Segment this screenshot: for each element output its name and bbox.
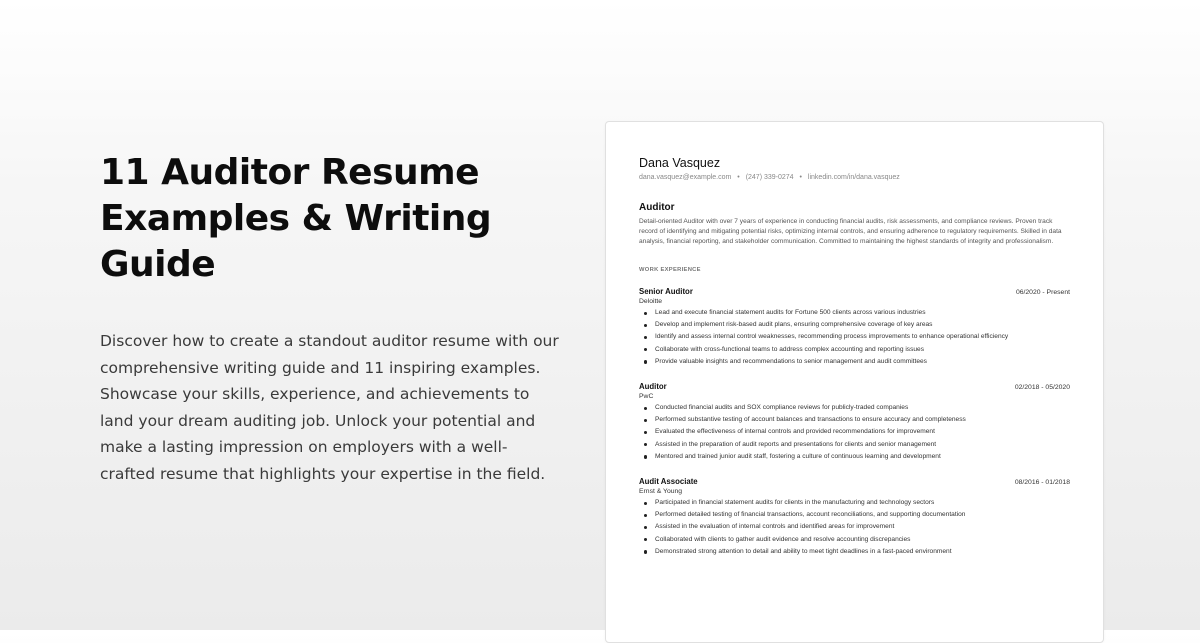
resume-name: Dana Vasquez — [639, 156, 721, 170]
job-title: Audit Associate — [639, 477, 698, 487]
job-bullets — [639, 307, 1070, 368]
contact-separator: • — [799, 174, 802, 181]
job-bullet: Identify and assess internal control weaknesses, recommending process improvements to enhance operational efficiency — [639, 331, 1019, 343]
hero — [100, 150, 560, 487]
job-dates: 02/2018 - 05/2020 — [1014, 384, 1070, 392]
job-bullet: Collaborated with clients to gather audit evidence and resolve accounting discrepancies — [639, 534, 1019, 546]
resume-preview — [605, 121, 1104, 643]
job-bullet: Collaborate with cross-functional teams to address complex accounting and reporting issues — [639, 344, 1019, 356]
job-title: Senior Auditor — [639, 287, 693, 296]
job-dates: 08/2016 - 01/2018 — [1014, 479, 1070, 487]
resume-summary: Detail-oriented Auditor with over 7 years of experience in conducting financial audits, risk assessments, and compliance reviews. Proven track record of identifying and mitigating potential risks, optimizing internal controls, and ensuring adherence to regulatory requirements. Skilled in data analysis, financial reporting, and stakeholder communication. Committed to maintaining the highest standards of integrity and professionalism. — [639, 218, 1062, 245]
resume-contact — [639, 173, 1070, 182]
job-bullet: Develop and implement risk-based audit plans, ensuring comprehensive coverage of key areas — [639, 319, 1019, 331]
job-entry — [639, 382, 1070, 463]
page-description: Discover how to create a standout auditor resume with our comprehensive writing guide and 11 inspiring examples. Showcase your skills, experience, and achievements to land your dream auditing job. Unlock your potential and make a lasting impression on employers with a well-crafted resume that highlights your expertise in the field. — [100, 332, 559, 483]
job-bullet: Provide valuable insights and recommendations to senior management and audit committees — [639, 356, 1019, 368]
job-bullet: Lead and execute financial statement audits for Fortune 500 clients across various industries — [639, 307, 1019, 319]
job-bullet: Mentored and trained junior audit staff, fostering a culture of continuous learning and development — [639, 451, 1019, 463]
resume-phone: (247) 339-0274 — [745, 174, 794, 181]
page-title: 11 Auditor Resume Examples & Writing Guide — [100, 152, 492, 285]
job-entry — [639, 477, 1070, 558]
job-title: Auditor — [639, 382, 667, 392]
section-heading-work-experience: WORK EXPERIENCE — [639, 267, 701, 273]
job-bullet: Assisted in the evaluation of internal controls and identified areas for improvement — [639, 521, 1019, 533]
job-dates: 06/2020 - Present — [1015, 289, 1070, 296]
job-bullet: Assisted in the preparation of audit reports and presentations for clients and senior management — [639, 439, 1019, 451]
job-bullet: Demonstrated strong attention to detail and ability to meet tight deadlines in a fast-paced environment — [639, 546, 1019, 558]
contact-separator: • — [737, 174, 740, 181]
job-bullet: Evaluated the effectiveness of internal controls and provided recommendations for improvement — [639, 426, 1019, 438]
job-bullet: Performed detailed testing of financial transactions, account reconciliations, and supporting documentation — [639, 509, 1019, 521]
resume-title: Auditor — [639, 202, 675, 213]
job-entry — [639, 287, 1070, 368]
job-company: Ernst & Young — [639, 488, 683, 496]
job-company: Deloitte — [639, 298, 663, 305]
job-bullets — [639, 402, 1070, 463]
job-company: PwC — [639, 393, 654, 401]
job-bullet: Participated in financial statement audits for clients in the manufacturing and technology sectors — [639, 497, 1019, 509]
job-bullet: Performed substantive testing of account balances and transactions to ensure accuracy and completeness — [639, 414, 1019, 426]
resume-linkedin: linkedin.com/in/dana.vasquez — [807, 174, 900, 181]
resume-email: dana.vasquez@example.com — [639, 174, 732, 181]
job-bullet: Conducted financial audits and SOX compliance reviews for publicly-traded companies — [639, 402, 1019, 414]
job-bullets — [639, 497, 1070, 558]
